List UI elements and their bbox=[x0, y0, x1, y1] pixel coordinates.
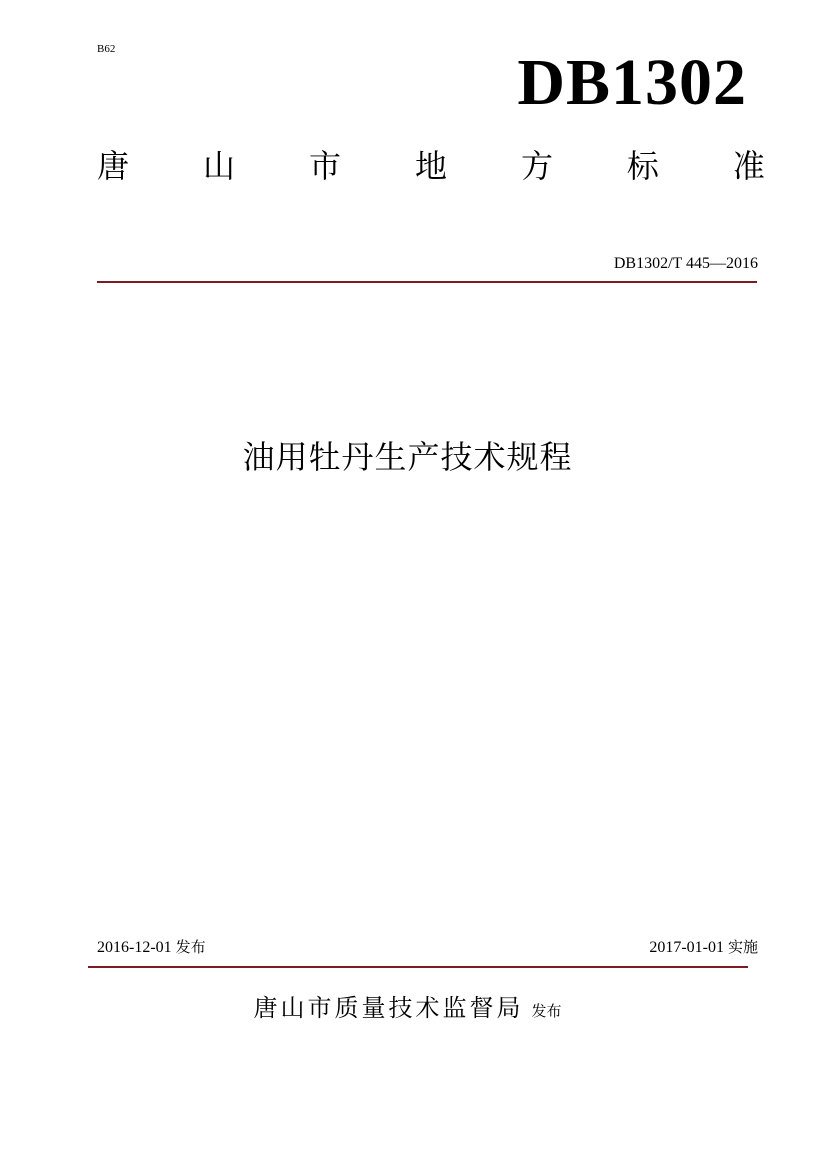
implementation-label: 实施 bbox=[727, 938, 758, 956]
standard-type-char: 山 bbox=[202, 147, 235, 185]
issuer-name: 唐山市质量技术监督局 bbox=[253, 994, 524, 1022]
standard-number: DB1302/T 445—2016 bbox=[613, 255, 758, 272]
issue-label: 发布 bbox=[175, 938, 206, 956]
standard-type-char: 方 bbox=[520, 147, 553, 185]
implementation-date: 2017-01-01 bbox=[649, 939, 724, 956]
standard-type-char: 准 bbox=[732, 147, 765, 185]
document-title: 油用牡丹生产技术规程 bbox=[242, 438, 573, 476]
bottom-divider bbox=[88, 966, 748, 968]
standard-type-char: 地 bbox=[414, 147, 447, 185]
top-divider bbox=[97, 281, 757, 283]
standard-type-heading bbox=[97, 147, 765, 185]
issuer-suffix: 发布 bbox=[531, 1002, 562, 1020]
standard-code-large: DB1302 bbox=[517, 46, 747, 119]
standard-type-char: 标 bbox=[626, 147, 659, 185]
implementation-date-line bbox=[649, 936, 758, 957]
issue-date-line bbox=[97, 936, 206, 957]
issue-date: 2016-12-01 bbox=[97, 939, 172, 956]
classification-code: B62 bbox=[97, 43, 116, 55]
standard-type-char: 唐 bbox=[97, 147, 130, 185]
issuer-line bbox=[0, 988, 815, 1023]
standard-type-char: 市 bbox=[308, 147, 341, 185]
